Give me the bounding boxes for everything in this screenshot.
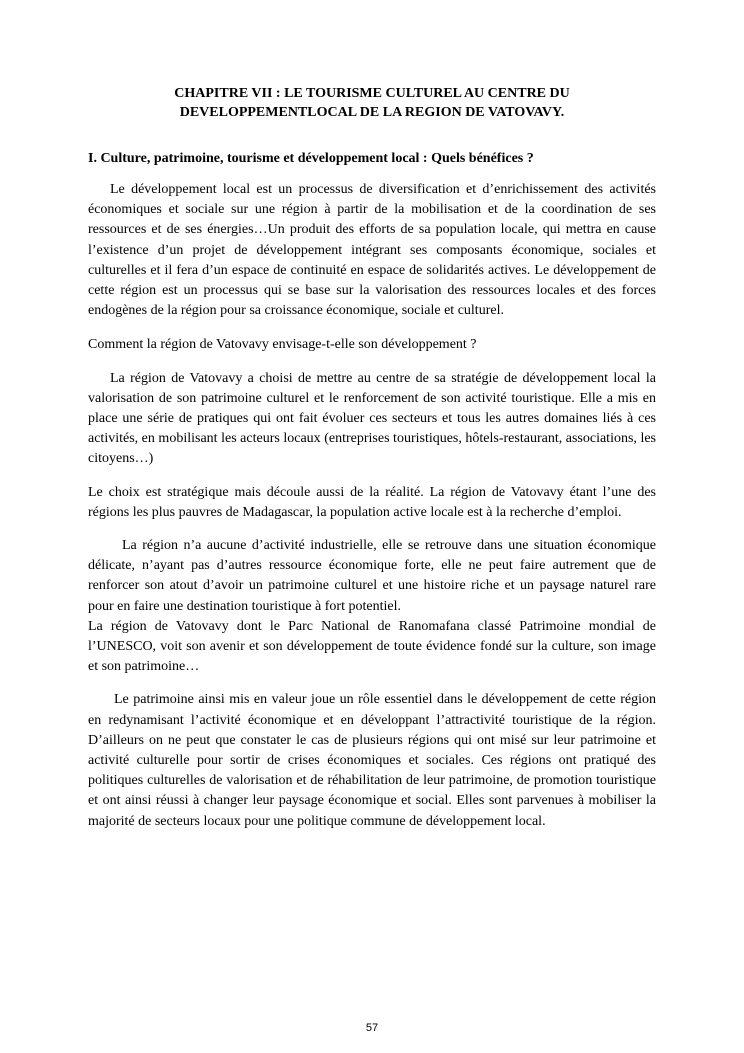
chapter-title-line-2: DEVELOPPEMENTLOCAL DE LA REGION DE VATOVAVY. — [179, 105, 565, 120]
paragraph-ranomafana: La région de Vatovavy dont le Parc National de Ranomafana classé Patrimoine mondial de l’UNESCO, voit son avenir et son développement de toute évidence fondé sur la culture, son image et son patrimoine… — [88, 618, 656, 675]
paragraph-question: Comment la région de Vatovavy envisage-t-elle son développement ? — [88, 337, 477, 353]
paragraph-no-industry: La région n’a aucune d’activité industrielle, elle se retrouve dans une situation économique délicate, n’ayant pas d’autres ressource économique forte, elle ne peut faire autrement que de renforcer son atout d’avoir un patrimoine culturel et une histoire riche et un paysage naturel rare pour en faire une destination touristique à fort potentiel. — [88, 538, 656, 614]
page-number: 57 — [365, 1022, 379, 1034]
paragraph-local-development: Le développement local est un processus de diversification et d’enrichissement des activités économiques et sociale sur une région à partir de la mobilisation et de la coordination de ses ressources et de ses énergies…Un produit des efforts de sa population locale, qui mettra en cause l’existence d’un projet de développement intégrant ses composants économique, sociales et culturelles et il fera d’un espace de continuité en espace de solidarités actives. Le développement de cette région est un processus qui se base sur la valorisation des ressources locales et des forces endogènes de la région pour sa croissance économique, sociale et culturel. — [88, 182, 656, 319]
chapter-title-line-1: CHAPITRE VII : LE TOURISME CULTUREL AU CENTRE DU — [174, 86, 570, 101]
paragraph-strategy: La région de Vatovavy a choisi de mettre au centre de sa stratégie de développement local la valorisation de son patrimoine culturel et le renforcement de son activité touristique. Elle a mis en place une série de pratiques qui ont fait évoluer ces secteurs et tous les autres domaines liés à ces activités, en mobilisant les acteurs locaux (entreprises touristiques, hôtels-restaurant, associations, les citoyens…) — [88, 370, 656, 467]
section-heading: I. Culture, patrimoine, tourisme et développement local : Quels bénéfices ? — [88, 151, 534, 166]
chapter-title — [88, 84, 656, 122]
paragraph-strategic-choice: Le choix est stratégique mais découle aussi de la réalité. La région de Vatovavy étant l’une des régions les plus pauvres de Madagascar, la population active locale est à la recherche d’emploi. — [88, 484, 656, 520]
paragraph-heritage-role: Le patrimoine ainsi mis en valeur joue un rôle essentiel dans le développement de cette région en redynamisant l’activité économique et en développant l’attractivité touristique de la région. D’ailleurs on ne peut que constater le cas de plusieurs régions qui ont misé sur leur patrimoine et activité culturelle pour sortir de crises économiques et sociales. Ces régions ont pratiqué des politiques culturelles de valorisation et de réhabilitation de leur patrimoine, de promotion touristique et ont ainsi réussi à changer leur paysage économique et social. Elles sont parvenues à mobiliser la majorité de secteurs locaux pour une politique commune de développement local. — [88, 692, 656, 829]
document-page — [88, 84, 656, 832]
